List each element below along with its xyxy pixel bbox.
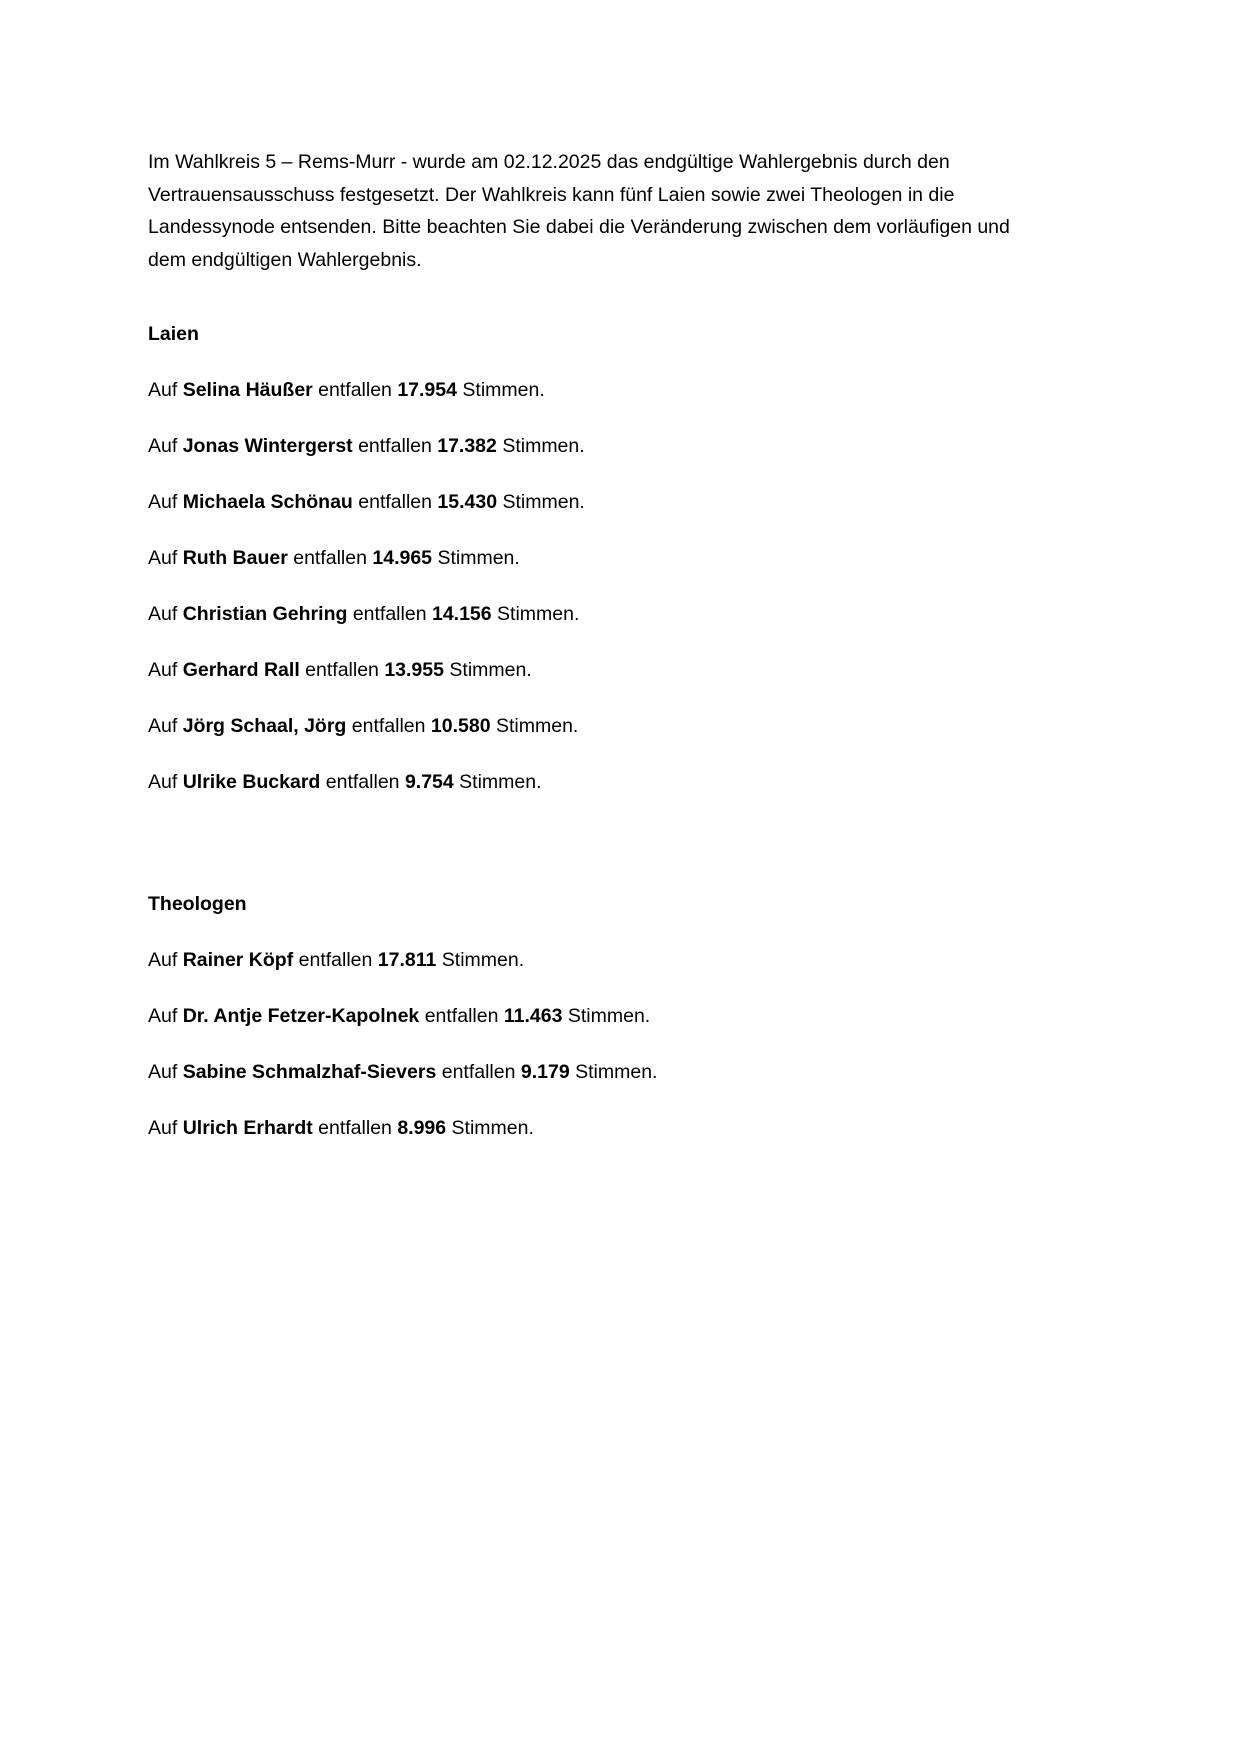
entry-suffix: Stimmen. [567, 1005, 651, 1027]
entry-middle: entfallen [305, 659, 379, 681]
candidate-name: Dr. Antje Fetzer-Kapolnek [182, 1005, 420, 1027]
vote-count: 17.954 [397, 379, 457, 401]
entry-prefix: Auf [148, 379, 178, 401]
candidate-name: Ruth Bauer [182, 547, 288, 569]
entry-prefix: Auf [148, 603, 178, 625]
vote-count: 11.463 [503, 1005, 563, 1027]
vote-count: 15.430 [437, 491, 498, 513]
vote-count: 17.382 [437, 435, 497, 457]
entry-suffix: Stimmen. [462, 379, 545, 401]
laien-heading: Laien [148, 323, 199, 345]
entry-suffix: Stimmen. [449, 659, 532, 681]
entry-middle: entfallen [325, 771, 400, 793]
theologen-entry [148, 1059, 1048, 1085]
theologen-entry [148, 947, 1048, 973]
laien-entry [148, 601, 1048, 627]
laien-entry [148, 657, 1048, 683]
laien-section [148, 321, 1048, 795]
entry-prefix: Auf [148, 1117, 178, 1139]
theologen-entry [148, 1115, 1048, 1141]
candidate-name: Michaela Schönau [182, 491, 353, 513]
candidate-name: Jonas Wintergerst [182, 435, 353, 457]
entry-suffix: Stimmen. [502, 435, 585, 457]
entry-suffix: Stimmen. [502, 491, 585, 513]
vote-count: 9.754 [404, 771, 454, 793]
entry-middle: entfallen [352, 603, 427, 625]
entry-middle: entfallen [358, 435, 432, 457]
entry-suffix: Stimmen. [459, 771, 542, 793]
laien-entry [148, 433, 1048, 459]
candidate-name: Sabine Schmalzhaf-Sievers [182, 1061, 437, 1083]
entry-middle: entfallen [358, 491, 432, 513]
vote-count: 14.965 [372, 547, 433, 569]
candidate-name: Christian Gehring [182, 603, 348, 625]
entry-prefix: Auf [148, 771, 178, 793]
entry-middle: entfallen [293, 547, 367, 569]
entry-prefix: Auf [148, 1005, 178, 1027]
entry-prefix: Auf [148, 1061, 178, 1083]
candidate-name: Ulrike Buckard [182, 771, 321, 793]
document-page [148, 146, 1048, 1141]
entry-prefix: Auf [148, 659, 178, 681]
laien-entry [148, 769, 1048, 795]
entry-middle: entfallen [298, 949, 373, 971]
theologen-entry [148, 1003, 1048, 1029]
entry-suffix: Stimmen. [451, 1117, 534, 1139]
entry-suffix: Stimmen. [497, 603, 580, 625]
vote-count: 17.811 [377, 949, 437, 971]
intro-paragraph: Im Wahlkreis 5 – Rems-Murr - wurde am 02.12.2025 das endgültige Wahlergebnis durch den Vertrauensausschuss festgesetzt. Der Wahlkreis kann fünf Laien sowie zwei Theologen in die Landessynode entsenden. Bitte beachten Sie dabei die Veränderung zwischen dem vorläufigen und dem endgültigen Wahlergebnis. [148, 151, 1010, 271]
laien-entry [148, 377, 1048, 403]
candidate-name: Ulrich Erhardt [182, 1117, 313, 1139]
theologen-heading: Theologen [148, 893, 247, 915]
entry-middle: entfallen [424, 1005, 499, 1027]
entry-middle: entfallen [351, 715, 426, 737]
vote-count: 13.955 [384, 659, 444, 681]
candidate-name: Gerhard Rall [182, 659, 300, 681]
entry-prefix: Auf [148, 949, 178, 971]
entry-prefix: Auf [148, 491, 178, 513]
vote-count: 8.996 [397, 1117, 447, 1139]
entry-middle: entfallen [318, 379, 392, 401]
candidate-name: Rainer Köpf [182, 949, 294, 971]
vote-count: 9.179 [520, 1061, 570, 1083]
entry-prefix: Auf [148, 547, 178, 569]
entry-middle: entfallen [441, 1061, 516, 1083]
vote-count: 14.156 [431, 603, 492, 625]
theologen-section [148, 891, 1048, 1141]
laien-entry [148, 489, 1048, 515]
laien-entry [148, 545, 1048, 571]
vote-count: 10.580 [430, 715, 491, 737]
entry-middle: entfallen [318, 1117, 392, 1139]
candidate-name: Selina Häußer [182, 379, 313, 401]
candidate-name: Jörg Schaal, Jörg [182, 715, 347, 737]
entry-prefix: Auf [148, 715, 178, 737]
entry-suffix: Stimmen. [437, 547, 520, 569]
laien-entry [148, 713, 1048, 739]
entry-suffix: Stimmen. [575, 1061, 658, 1083]
entry-suffix: Stimmen. [441, 949, 525, 971]
entry-suffix: Stimmen. [496, 715, 579, 737]
entry-prefix: Auf [148, 435, 178, 457]
